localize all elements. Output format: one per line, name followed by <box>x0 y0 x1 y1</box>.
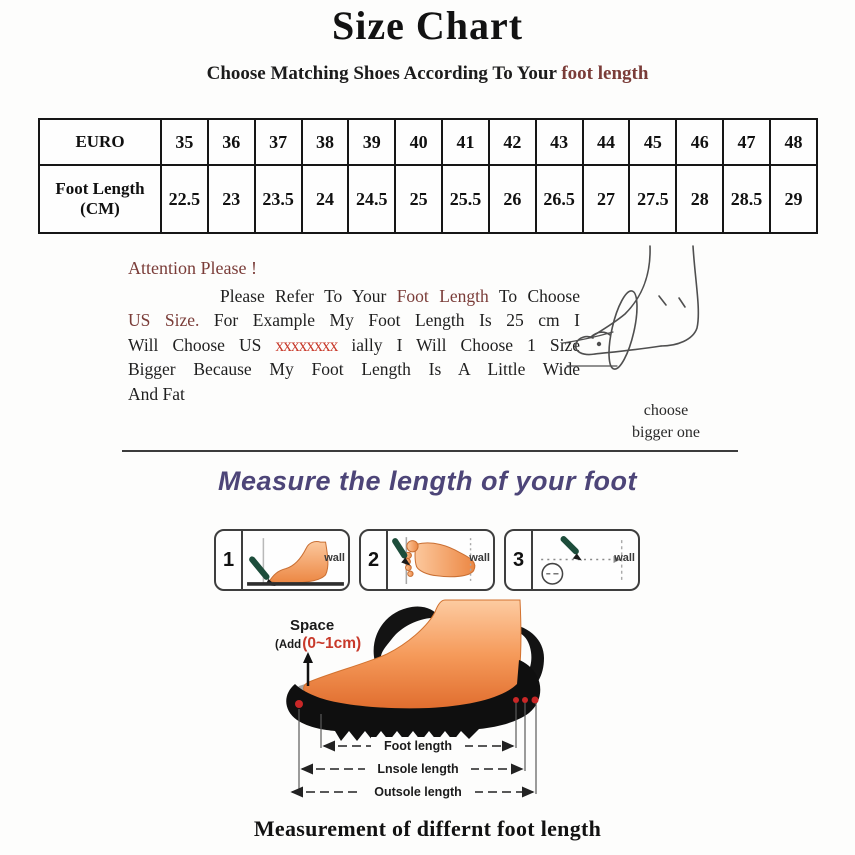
attention-text: Will Choose US <box>128 334 276 355</box>
insole-length-label: Lnsole length <box>377 762 459 776</box>
euro-size-cell: 40 <box>395 119 442 165</box>
attention-line: Bigger Because My Foot Length Is A Little Wide <box>128 359 580 379</box>
foot-sketch-illustration <box>555 240 755 395</box>
step-1-art <box>243 531 348 589</box>
outsole-length-label: Outsole length <box>374 785 462 799</box>
heel-point-dot <box>522 697 528 703</box>
attention-text: To Choose <box>488 285 580 306</box>
wall-label: wall <box>614 552 635 564</box>
bottom-caption: Measurement of differnt foot length <box>253 816 602 841</box>
euro-size-cell: 41 <box>442 119 489 165</box>
measure-heading: Measure the length of your foot <box>217 466 637 496</box>
attention-heading: Attention Please ! <box>128 258 257 278</box>
foot-length-cell: 26.5 <box>536 165 583 233</box>
foot-top-view <box>415 543 475 577</box>
attention-line <box>128 308 580 333</box>
step-number: 1 <box>216 531 243 589</box>
euro-size-cell: 39 <box>348 119 395 165</box>
heel-point-dot <box>513 697 519 703</box>
foot-side-view <box>270 542 328 583</box>
foot-length-cell: 25 <box>395 165 442 233</box>
foot-length-header-cell: Foot Length (CM) <box>39 165 161 233</box>
step-number: 3 <box>506 531 533 589</box>
measure-ellipse <box>603 289 642 372</box>
connector-line <box>563 332 613 343</box>
step-2-art <box>388 531 493 589</box>
table-row-euro <box>39 119 817 165</box>
foot-length-label: Foot length <box>383 739 453 753</box>
foot-length-cell: 28.5 <box>723 165 770 233</box>
toe-point-dot <box>295 700 303 708</box>
euro-size-cell: 47 <box>723 119 770 165</box>
instep-line <box>591 246 650 337</box>
foot-length-cell: 25.5 <box>442 165 489 233</box>
step-3-art <box>533 531 638 589</box>
attention-accent: US Size. <box>128 310 200 330</box>
wall-label: wall <box>324 552 345 564</box>
euro-size-cell: 48 <box>770 119 817 165</box>
euro-size-cell: 43 <box>536 119 583 165</box>
foot-length-cell: 24.5 <box>348 165 395 233</box>
step-panel-2 <box>359 529 495 591</box>
shoe-measurement-diagram <box>233 596 655 808</box>
space-add-label: (Add(0~1cm) <box>275 635 362 652</box>
step-panel-1 <box>214 529 350 591</box>
step-panel-3 <box>504 529 640 591</box>
foot-length-cell: 26 <box>489 165 536 233</box>
foot-length-cell: 23.5 <box>255 165 302 233</box>
pencil-icon <box>252 559 266 576</box>
attention-line: And Fat <box>128 383 185 404</box>
space-arrow-head <box>303 652 313 663</box>
euro-size-cell: 46 <box>676 119 723 165</box>
pencil-tip <box>573 553 582 560</box>
subtitle-text: Choose Matching Shoes According To Your <box>206 63 562 84</box>
censored-text: xxxxxxxx <box>275 334 338 355</box>
space-label: Space <box>290 617 335 634</box>
leg-outline <box>661 246 698 346</box>
measuring-steps <box>214 529 640 591</box>
foot-length-cell: 28 <box>676 165 723 233</box>
ankle-marks <box>659 296 685 307</box>
pencil-icon <box>564 539 576 551</box>
toe <box>406 565 412 571</box>
attention-block <box>128 256 580 406</box>
euro-size-cell: 38 <box>302 119 349 165</box>
euro-size-cell: 44 <box>583 119 630 165</box>
subtitle-accent: foot length <box>561 63 649 84</box>
note-line: bigger one <box>632 424 700 441</box>
foot-length-cell: 27 <box>583 165 630 233</box>
toe <box>408 571 413 576</box>
attention-line <box>128 284 580 309</box>
foot-length-cell: 22.5 <box>161 165 208 233</box>
attention-text: Please Refer To Your <box>220 285 397 306</box>
euro-size-cell: 42 <box>489 119 536 165</box>
attention-accent: Foot Length <box>396 285 489 306</box>
choose-bigger-note <box>596 400 736 444</box>
euro-size-cell: 45 <box>629 119 676 165</box>
big-toe <box>407 541 418 552</box>
attention-text: ially I Will Choose 1 Size <box>337 334 580 355</box>
page-title: Size Chart <box>331 3 524 48</box>
foot-length-cell: 27.5 <box>629 165 676 233</box>
table-row-footlength <box>39 165 817 233</box>
ruler-badge <box>542 564 562 584</box>
toe-dot <box>598 343 601 346</box>
wall-label: wall <box>469 552 490 564</box>
size-table <box>38 118 818 234</box>
euro-size-cell: 35 <box>161 119 208 165</box>
euro-size-cell: 36 <box>208 119 255 165</box>
step-number: 2 <box>361 531 388 589</box>
measure-arrows <box>292 737 533 800</box>
section-divider <box>122 450 738 452</box>
pencil-icon <box>395 541 404 555</box>
foot-length-cell: 29 <box>770 165 817 233</box>
subtitle <box>0 63 855 85</box>
euro-header-cell: EURO <box>39 119 161 165</box>
note-line: choose <box>643 402 689 419</box>
heel-point-dot <box>532 697 539 704</box>
foot-length-cell: 23 <box>208 165 255 233</box>
foot-length-cell: 24 <box>302 165 349 233</box>
attention-line <box>128 333 580 358</box>
attention-text: For Example My Foot Length Is 25 cm I <box>199 310 581 330</box>
euro-size-cell: 37 <box>255 119 302 165</box>
